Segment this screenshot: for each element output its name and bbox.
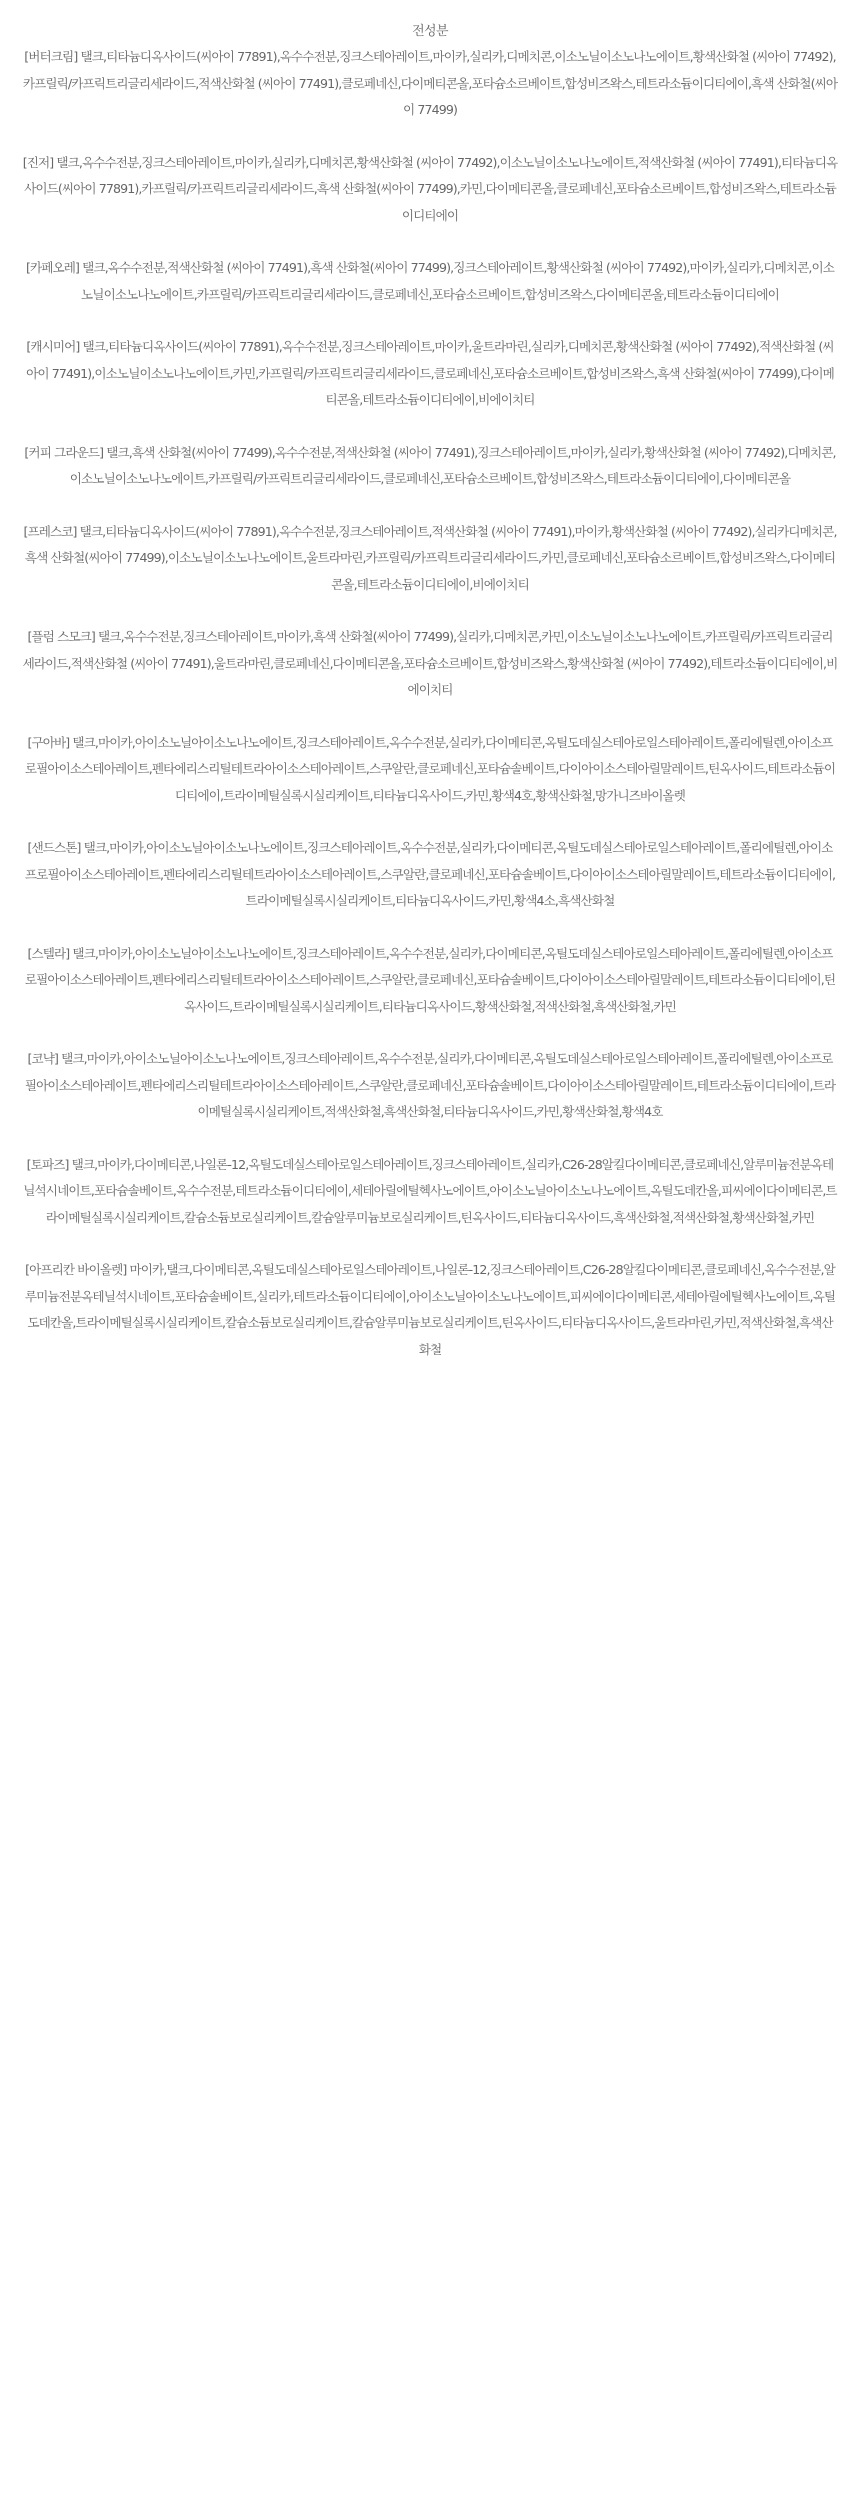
ingredient-paragraph-cognac: [코냑] 탤크,마이카,아이소노닐아이소노나노에이트,징크스테아레이트,옥수수전분,실리카,다이메티콘,옥틸도데실스테아로일스테아레이트,폴리에틸렌,아이소프로필아이소스테아레이트,펜타에리스리틸테트라아이소스테아레이트,스쿠알란,클로페네신,포타슘솔베이트,다이아이소스테아릴말레이트,테트라소듐이디티에이,트라이메틸실록시실리케이트,적색산화철,흑색산화철,티타늄디옥사이드,카민,황색산화철,황색4호 [24, 1051, 836, 1119]
ingredient-paragraph-sandstone: [샌드스톤] 탤크,마이카,아이소노닐아이소노나노에이트,징크스테아레이트,옥수수전분,실리카,다이메티콘,옥틸도데실스테아로일스테아레이트,폴리에틸렌,아이소프로필아이소스테아레이트,펜타에리스리틸테트라아이소스테아레이트,스쿠알란,클로페네신,포타슘솔베이트,다이아이소스테아릴말레이트,테트라소듐이디티에이,트라이메틸실록시실리케이트,티타늄디옥사이드,카민,황색4소,흑색산화철 [24, 840, 836, 908]
ingredient-paragraph-buttercream: [버터크림] 탤크,티타늄디옥사이드(씨아이 77891),옥수수전분,징크스테아레이트,마이카,실리카,디메치콘,이소노닐이소노나노에이트,황색산화철 (씨아이 77492),카프릴릭/카프릭트리글리세라이드,적색산화철 (씨아이 77491),클로페네신,다이메티콘올,포타슘소르베이트,합성비즈왁스,테트라소듐이디티에이,흑색 산화철(씨아이 77499) [22, 49, 838, 117]
ingredient-paragraph-coffee-ground: [커피 그라운드] 탤크,흑색 산화철(씨아이 77499),옥수수전분,적색산화철 (씨아이 77491),징크스테아레이트,마이카,실리카,황색산화철 (씨아이 77492),디메치콘,이소노닐이소노나노에이트,카프릴릭/카프릭트리글리세라이드,클로페네신,포타슘소르베이트,합성비즈왁스,테트라소듐이디티에이,다이메티콘올 [24, 444, 836, 486]
ingredient-paragraph-topaz: [토파즈] 탤크,마이카,다이메티콘,나일론-12,옥틸도데실스테아로일스테아레이트,징크스테아레이트,실리카,C26-28알킬다이메티콘,클로페네신,알루미늄전분옥테닐석시네이트,포타슘솔베이트,옥수수전분,테트라소듐이디티에이,세테아릴에틸헥사노에이트,아이소노닐아이소노나노에이트,옥틸도데칸올,피씨에이다이메티콘,트라이메틸실록시실리케이트,칼슘소듐보로실리케이트,칼슘알루미늄보로실리케이트,틴옥사이드,티타늄디옥사이드,흑색산화철,적색산화철,황색산화철,카민 [23, 1156, 837, 1225]
ingredient-paragraph-ginger: [진저] 탤크,옥수수전분,징크스테아레이트,마이카,실리카,디메치콘,황색산화철 (씨아이 77492),이소노닐이소노나노에이트,적색산화철 (씨아이 77491),티타늄디옥사이드(씨아이 77891),카프릴릭/카프릭트리글리세라이드,흑색 산화철(씨아이 77499),카민,다이메티콘올,클로페네신,포타슘소르베이트,합성비즈왁스,테트라소듐이디티에이 [22, 154, 838, 223]
ingredient-paragraph-african-violet: [아프리칸 바이올렛] 마이카,탤크,다이메티콘,옥틸도데실스테아로일스테아레이트,나일론-12,징크스테아레이트,C26-28알킬다이메티콘,클로페네신,옥수수전분,알루미늄전분옥테닐석시네이트,포타슘솔베이트,실리카,테트라소듐이디티에이,아이소노닐아이소노나노에이트,피씨에이다이메티콘,세테아릴에틸헥사노에이트,옥틸도데칸올,트라이메틸실록시실리케이트,칼슘소듐보로실리케이트,칼슘알루미늄보로실리케이트,틴옥사이드,티타늄디옥사이드,울트라마린,카민,적색산화철,흑색산화철 [24, 1262, 836, 1357]
ingredients-title: 전성분 [412, 24, 448, 39]
ingredient-paragraph-cashmere: [캐시미어] 탤크,티타늄디옥사이드(씨아이 77891),옥수수전분,징크스테아레이트,마이카,울트라마린,실리카,디메치콘,황색산화철 (씨아이 77492),적색산화철 (씨아이 77491),이소노닐이소노나노에이트,카민,카프릴릭/카프릭트리글리세라이드,클로페네신,포타슘소르베이트,합성비즈왁스,흑색 산화철(씨아이 77499),다이메티콘올,테트라소듐이디티에이,비에이치티 [26, 339, 834, 407]
ingredient-paragraph-guava: [구아바] 탤크,마이카,아이소노닐아이소노나노에이트,징크스테아레이트,옥수수전분,실리카,다이메티콘,옥틸도데실스테아로일스테아레이트,폴리에틸렌,아이소프로필아이소스테아레이트,펜타에리스리틸테트라아이소스테아레이트,스쿠알란,클로페네신,포타슘솔베이트,다이아이소스테아릴말레이트,틴옥사이드,테트라소듐이디티에이,트라이메틸실록시실리케이트,티타늄디옥사이드,카민,황색4호,황색산화철,망가니즈바이올렛 [24, 734, 836, 803]
ingredient-paragraph-cafe-au-lait: [카페오레] 탤크,옥수수전분,적색산화철 (씨아이 77491),흑색 산화철(씨아이 77499),징크스테아레이트,황색산화철 (씨아이 77492),마이카,실리카,디메치콘,이소노닐이소노나노에이트,카프릴릭/카프릭트리글리세라이드,클로페네신,포타슘소르베이트,합성비즈왁스,다이메티콘올,테트라소듐이디티에이 [25, 260, 835, 302]
ingredient-paragraph-fresco: [프레스코] 탤크,티타늄디옥사이드(씨아이 77891),옥수수전분,징크스테아레이트,적색산화철 (씨아이 77491),마이카,황색산화철 (씨아이 77492),실리카디메치콘,흑색 산화철(씨아이 77499),이소노닐이소노나노에이트,울트라마린,카프릴릭/카프릭트리글리세라이드,카민,클로페네신,포타슘소르베이트,합성비즈왁스,다이메티콘올,테트라소듐이디티에이,비에이치티 [23, 523, 837, 592]
ingredient-paragraph-stella: [스텔라] 탤크,마이카,아이소노닐아이소노나노에이트,징크스테아레이트,옥수수전분,실리카,다이메티콘,옥틸도데실스테아로일스테아레이트,폴리에틸렌,아이소프로필아이소스테아레이트,펜타에리스리틸테트라아이소스테아레이트,스쿠알란,클로페네신,포타슘솔베이트,다이아이소스테아릴말레이트,테트라소듐이디티에이,틴옥사이드,트라이메틸실록시실리케이트,티타늄디옥사이드,황색산화철,적색산화철,흑색산화철,카민 [24, 945, 836, 1014]
ingredient-paragraph-plum-smoke: [플럼 스모크] 탤크,옥수수전분,징크스테아레이트,마이카,흑색 산화철(씨아이 77499),실리카,디메치콘,카민,이소노닐이소노나노에이트,카프릴릭/카프릭트리글리세라이드,적색산화철 (씨아이 77491),울트라마린,클로페네신,다이메티콘올,포타슘소르베이트,합성비즈왁스,황색산화철 (씨아이 77492),테트라소듐이디티에이,비에이치티 [22, 629, 838, 697]
